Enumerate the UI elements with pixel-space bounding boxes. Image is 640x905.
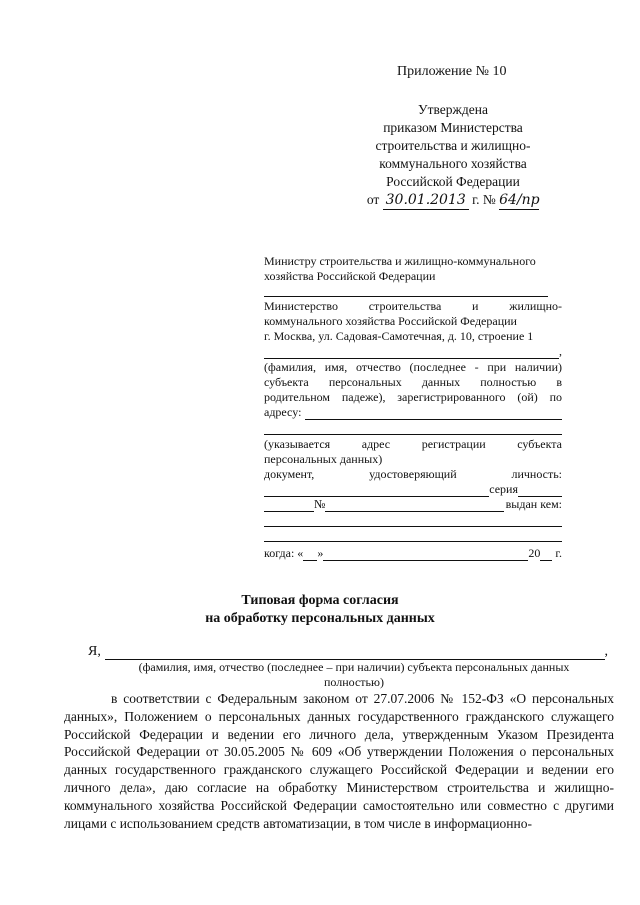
order-line-2: строительства и жилищно- (375, 138, 531, 153)
name-blank-line (264, 358, 559, 359)
consent-paragraph: в соответствии с Федеральным законом от 27.07.2006 № 152-ФЗ «О персональных данных», Положением о персональных данных государственного гражданского служащего Российской Федерации и ведении его личного дела, утвержденным Указом Президента Российской Федерации от 30.05.2005 № 609 «Об утверждении Положения о персональных данных государственного гражданского служащего Российской Федерации и ведении его личного дела», даю согласие на обработку Министерством строительства и жилищно-коммунального хозяйства Российской Федерации самостоятельно или совместно с другими лицами с использованием средств автоматизации, в том числе в информационно- (64, 691, 614, 831)
order-line-1: приказом Министерства (383, 120, 523, 135)
when-close: » (317, 546, 324, 560)
consent-hint-line-1: (фамилия, имя, отчество (последнее – при наличии) субъекта персональных данных (138, 660, 570, 674)
number-label: № (314, 497, 326, 511)
handwritten-date: 30.01.2013 (383, 191, 469, 210)
consent-hint-line-2: полностью) (324, 675, 384, 689)
month-blank (323, 560, 528, 561)
i-label: Я, (88, 644, 101, 659)
addressee-line-2: хозяйства Российской Федерации (264, 269, 436, 283)
year-label: 20 (528, 546, 541, 560)
address-label: адресу: (264, 405, 302, 419)
number-row (264, 497, 562, 512)
order-line-3: коммунального хозяйства (379, 156, 527, 171)
address-row (264, 405, 562, 420)
day-blank (303, 560, 317, 561)
form-title (0, 592, 640, 628)
series-row (264, 482, 562, 497)
order-date-line (360, 191, 546, 210)
issued-label: выдан кем: (505, 497, 562, 511)
appendix-number: Приложение № 10 (397, 64, 507, 79)
when-row (264, 546, 562, 561)
year-blank (540, 560, 552, 561)
issued-blank-2 (264, 541, 562, 542)
issued-blank-1 (264, 526, 562, 527)
number-blank-1 (264, 511, 314, 512)
consent-comma: , (604, 644, 608, 659)
name-hint-line-2: субъекта персональных данных полностью в (264, 375, 562, 389)
series-label: серия (489, 482, 518, 496)
approved-label: Утверждена (418, 102, 488, 117)
comma: , (559, 344, 562, 358)
series-blank-1 (264, 496, 489, 497)
consent-name-hint (64, 660, 640, 690)
handwritten-number: 64/пр (499, 192, 540, 208)
address-blank-line-2 (264, 434, 562, 435)
document-line: документ, удостоверяющий личность: (264, 467, 562, 481)
name-hint-line-1: (фамилия, имя, отчество (последнее - при наличии) (264, 360, 562, 374)
name-hint-line-3: родительном падеже), зарегистрированного (ой) по (264, 390, 562, 404)
addressee-block (264, 254, 562, 284)
number-blank-2 (325, 511, 503, 512)
ministry-line-1: Министерство строительства и жилищно- (264, 299, 562, 313)
name-fill-row (264, 344, 562, 359)
address-blank-line (305, 419, 562, 420)
year-end: г. (555, 546, 562, 560)
form-title-line-2: на обработку персональных данных (205, 611, 435, 626)
addressee-line-1: Министру строительства и жилищно-коммунального (264, 254, 536, 268)
ministry-line-2: коммунального хозяйства Российской Федерации (264, 314, 517, 328)
form-title-line-1: Типовая форма согласия (241, 593, 399, 608)
consent-name-row (88, 644, 608, 660)
ministry-address: г. Москва, ул. Садовая-Самотечная, д. 10, строение 1 (264, 329, 534, 343)
blank-line (264, 296, 548, 297)
sender-block (264, 296, 562, 561)
when-label: когда: « (264, 546, 304, 560)
approval-block (360, 101, 546, 210)
address-hint-line-2: персональных данных) (264, 452, 383, 466)
order-line-4: Российской Федерации (386, 174, 520, 189)
from-prefix: от (366, 192, 380, 207)
year-number-label: г. № (472, 192, 496, 207)
address-hint-line-1: (указывается адрес регистрации субъекта (264, 437, 562, 451)
